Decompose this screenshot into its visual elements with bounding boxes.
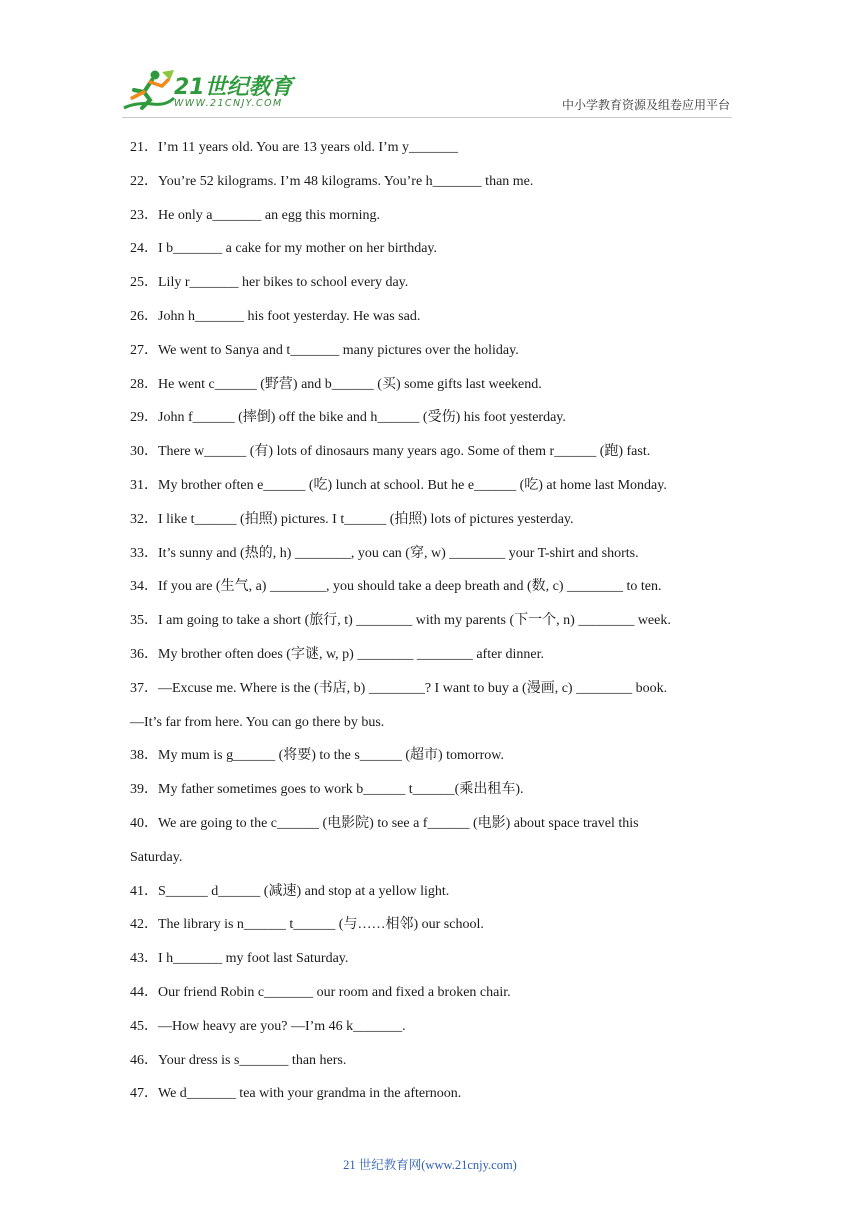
question-line: 33．It’s sunny and (热的, h) ________, you can (穿, w) ________ your T-shirt and shorts. [130, 545, 639, 561]
question-line: 41．S______ d______ (减速) and stop at a yellow light. [130, 883, 450, 899]
question-line: —It’s far from here. You can go there by bus. [130, 714, 385, 730]
question-line: 44．Our friend Robin c_______ our room and fixed a broken chair. [130, 984, 511, 1000]
question-line: 36．My brother often does (字谜, w, p) ________ ________ after dinner. [130, 646, 544, 662]
question-line: 46．Your dress is s_______ than hers. [130, 1052, 347, 1068]
runner-icon [122, 68, 176, 114]
question-line: 25．Lily r_______ her bikes to school every day. [130, 275, 409, 291]
logo-url: WWW.21CNJY.COM [174, 98, 283, 109]
page-header [0, 0, 860, 120]
question-line: 34．If you are (生气, a) ________, you should take a deep breath and (数, c) ________ to ten. [130, 579, 662, 595]
question-list [130, 138, 740, 1118]
question-line: 39．My father sometimes goes to work b______ t______(乘出租车). [130, 782, 524, 798]
header-divider [122, 117, 732, 118]
logo-text: 21世纪教育 [174, 75, 293, 100]
question-line: 30．There w______ (有) lots of dinosaurs many years ago. Some of them r______ (跑) fast. [130, 444, 651, 460]
question-line: 45．—How heavy are you? —I’m 46 k_______. [130, 1018, 406, 1034]
site-logo [122, 68, 292, 114]
question-line: 22．You’re 52 kilograms. I’m 48 kilograms. You’re h_______ than me. [130, 173, 534, 189]
question-line: 26．John h_______ his foot yesterday. He was sad. [130, 308, 421, 324]
question-line: 38．My mum is g______ (将要) to the s______ (超市) tomorrow. [130, 748, 504, 764]
question-line: 24．I b_______ a cake for my mother on her birthday. [130, 241, 438, 257]
question-line: Saturday. [130, 849, 183, 865]
question-line: 23．He only a_______ an egg this morning. [130, 207, 381, 223]
question-line: 42．The library is n______ t______ (与……相邻) our school. [130, 917, 484, 933]
question-line: 40．We are going to the c______ (电影院) to see a f______ (电影) about space travel this [130, 815, 639, 831]
question-line: 43．I h_______ my foot last Saturday. [130, 951, 349, 967]
question-line: 21．I’m 11 years old. You are 13 years old. I’m y_______ [130, 140, 459, 155]
question-line: 32．I like t______ (拍照) pictures. I t______ (拍照) lots of pictures yesterday. [130, 511, 574, 527]
question-line: 47．We d_______ tea with your grandma in the afternoon. [130, 1086, 462, 1102]
question-line: 37．—Excuse me. Where is the (书店, b) ________? I want to buy a (漫画, c) ________ book. [130, 680, 668, 696]
question-line: 27．We went to Sanya and t_______ many pictures over the holiday. [130, 342, 519, 358]
question-line: 29．John f______ (摔倒) off the bike and h______ (受伤) his foot yesterday. [130, 410, 566, 426]
header-tagline: 中小学教育资源及组卷应用平台 [561, 98, 730, 112]
question-line: 28．He went c______ (野营) and b______ (买) some gifts last weekend. [130, 376, 542, 392]
question-line: 31．My brother often e______ (吃) lunch at school. But he e______ (吃) at home last Monday. [130, 477, 667, 493]
question-line: 35．I am going to take a short (旅行, t) ________ with my parents (下一个, n) ________ week. [130, 613, 671, 629]
page-footer: 21 世纪教育网(www.21cnjy.com) [343, 1158, 517, 1172]
